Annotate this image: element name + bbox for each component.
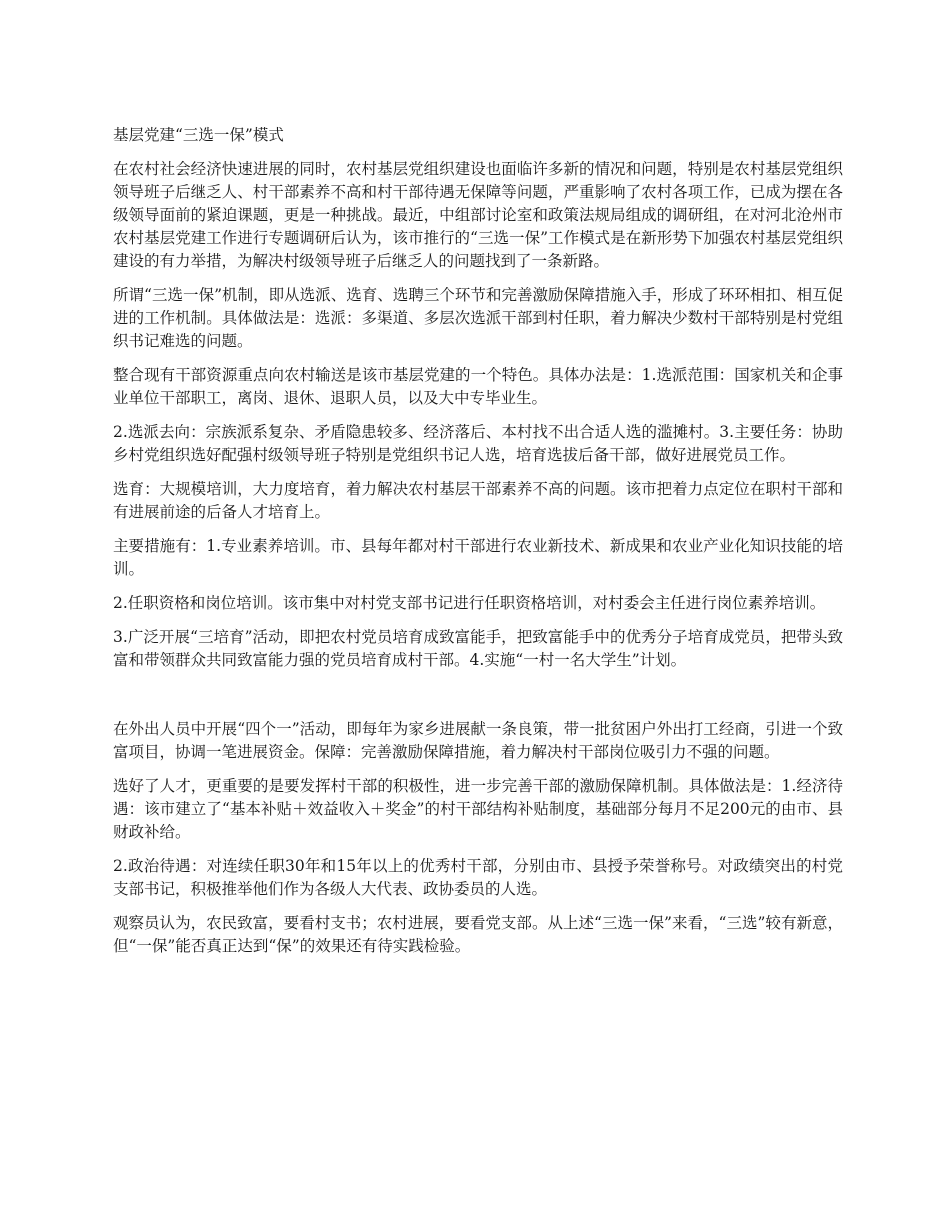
paragraph-qualification-training: 2.任职资格和岗位培训。该市集中对村党支部书记进行任职资格培训，对村委会主任进行岗位素养培训。 bbox=[113, 594, 826, 612]
paragraph-mechanism: 所谓“三选一保”机制，即从选派、选育、选聘三个环节和完善激励保障措施入手，形成了环环相扣、相互促进的工作机制。具体做法是：选派：多渠道、多层次选派干部到村任职，着力解决少数村干部特别是村党组织书记难选的问题。 bbox=[113, 286, 843, 350]
paragraph-intro: 在农村社会经济快速进展的同时，农村基层党组织建设也面临许多新的情况和问题，特别是农村基层党组织领导班子后继乏人、村干部素养不高和村干部待遇无保障等问题，严重影响了农村各项工作，已成为摆在各级领导面前的紧迫课题，更是一种挑战。最近，中组部讨论室和政策法规局组成的调研组，在对河北沧州市农村基层党建工作进行专题调研后认为，该市推行的“三选一保”工作模式是在新形势下加强农村基层党组织建设的有力举措，为解决村级领导班子后继乏人的问题找到了一条新路。 bbox=[113, 160, 843, 270]
paragraph-main-measures: 主要措施有：1.专业素养培训。市、县每年都对村干部进行农业新技术、新成果和农业产业化知识技能的培训。 bbox=[113, 537, 843, 578]
paragraph-incentives: 选好了人才，更重要的是要发挥村干部的积极性，进一步完善干部的激励保障机制。具体做法是：1.经济待遇：该市建立了“基本补贴＋效益收入＋奖金”的村干部结构补贴制度，基础部分每月不足200元的由市、县财政补给。 bbox=[113, 777, 843, 841]
paragraph-observer-conclusion: 观察员认为，农民致富，要看村支书；农村进展，要看党支部。从上述“三选一保”来看，“三选”较有新意，但“一保”能否真正达到“保”的效果还有待实践检验。 bbox=[113, 914, 843, 955]
paragraph-political-treatment: 2.政治待遇：对连续任职30年和15年以上的优秀村干部，分别由市、县授予荣誉称号。对政绩突出的村党支部书记，积极推举他们作为各级人大代表、政协委员的人选。 bbox=[113, 857, 843, 898]
document-page bbox=[113, 124, 843, 969]
section-spacer bbox=[113, 683, 843, 718]
paragraph-four-ones: 在外出人员中开展“四个一”活动，即每年为家乡进展献一条良策，带一批贫困户外出打工经商，引进一个致富项目，协调一笔进展资金。保障：完善激励保障措施，着力解决村干部岗位吸引力不强的问题。 bbox=[113, 720, 843, 761]
paragraph-three-cultivations: 3.广泛开展“三培育”活动，即把农村党员培育成致富能手，把致富能手中的优秀分子培育成党员，把带头致富和带领群众共同致富能力强的党员培育成村干部。4.实施“一村一名大学生”计划。 bbox=[113, 628, 843, 669]
paragraph-selection-scope: 整合现有干部资源重点向农村输送是该市基层党建的一个特色。具体办法是：1.选派范围：国家机关和企事业单位干部职工，离岗、退休、退职人员，以及大中专毕业生。 bbox=[113, 366, 843, 407]
document-title: 基层党建“三选一保”模式 bbox=[113, 126, 284, 144]
paragraph-selection-destination: 2.选派去向：宗族派系复杂、矛盾隐患较多、经济落后、本村找不出合适人选的滥摊村。3.主要任务：协助乡村党组织选好配强村级领导班子特别是党组织书记人选，培育选拔后备干部，做好进展党员工作。 bbox=[113, 423, 843, 464]
paragraph-cultivation: 选育：大规模培训，大力度培育，着力解决农村基层干部素养不高的问题。该市把着力点定位在职村干部和有进展前途的后备人才培育上。 bbox=[113, 480, 843, 521]
